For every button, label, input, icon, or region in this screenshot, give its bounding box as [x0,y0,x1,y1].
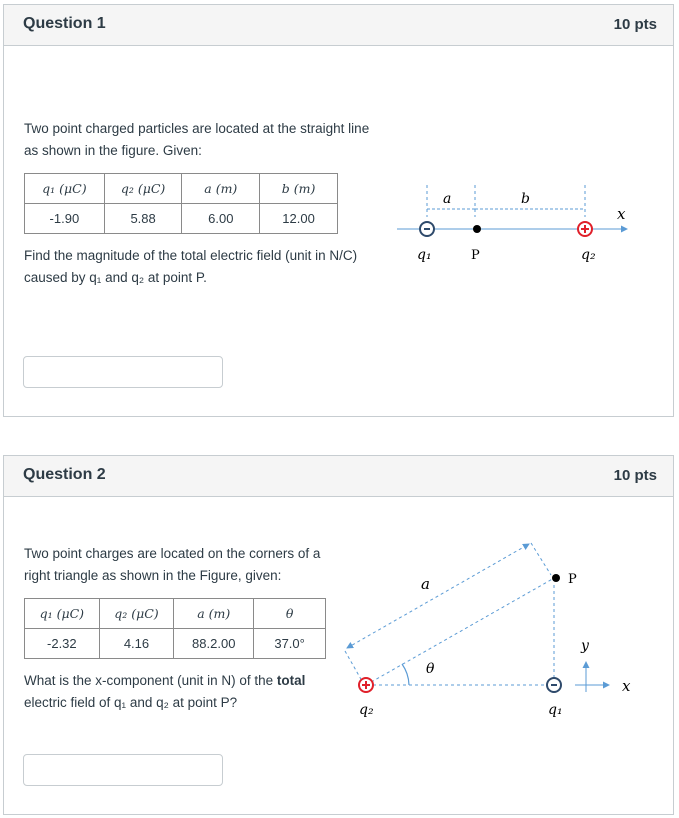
label-x: x [622,677,631,695]
label-q2: q₂ [581,247,596,263]
label-y: y [581,638,589,654]
question-2-card [3,455,674,815]
label-p: P [568,572,577,587]
table-value-q1: -2.32 [25,629,100,659]
label-b: b [521,191,530,207]
question-2-header [4,456,673,497]
dim-a [347,544,529,648]
table-header-q1: q₁ (μC) [25,599,100,629]
label-q1: q₁ [548,702,563,718]
question-2-answer-input[interactable] [23,754,223,786]
question-1-answer-input[interactable] [23,356,223,388]
label-a: a [421,575,430,593]
table-value-row [25,629,326,659]
question-1-intro: Two point charged particles are located at the straight line as shown in the figure. Given: [24,121,370,158]
question-2-points: 10 pts [613,467,657,484]
label-q1: q₁ [417,247,432,263]
point-p-dot [552,574,560,582]
question-1-points: 10 pts [613,16,657,33]
question-2-figure [329,531,649,741]
table-value-q2: 4.16 [99,629,174,659]
question-2-prompt-pre: What is the x-component (unit in N) of the [24,673,277,688]
question-1-figure [389,177,649,263]
table-value-theta: 37.0° [254,629,326,659]
table-value-row [25,204,338,234]
question-1-given-table [24,173,338,234]
hypotenuse [366,577,556,685]
dim-a-tick-right [531,543,551,575]
table-header-row [25,174,338,204]
question-2-prompt-bold: total [276,673,306,688]
question-1-header [4,5,673,46]
charge-q1-negative [420,222,434,236]
question-1-prompt: Find the magnitude of the total electric field (unit in N/C) caused by q₁ and q₂ at point P. [24,248,358,285]
charge-q2-positive [578,222,592,236]
table-header-q1: q₁ (μC) [25,174,105,204]
question-2-prompt [24,670,324,714]
table-value-b: 12.00 [260,204,338,234]
table-header-q2: q₂ (μC) [99,599,174,629]
question-2-intro: Two point charges are located on the corners of a right triangle as shown in the Figure, given: [24,546,321,583]
table-header-a: a (m) [182,174,260,204]
label-p: P [471,248,480,263]
table-value-a: 6.00 [182,204,260,234]
question-1-title: Question 1 [23,15,106,32]
table-header-a: a (m) [174,599,254,629]
question-2-given-table [24,598,326,659]
table-value-a: 88.2.00 [174,629,254,659]
label-a: a [443,191,452,207]
question-2-title: Question 2 [23,466,106,483]
table-value-q1: -1.90 [25,204,105,234]
point-p-dot [473,225,481,233]
dim-a-tick-left [345,651,362,681]
label-theta: θ [426,661,435,677]
question-2-prompt-post: electric field of q₁ and q₂ at point P? [24,695,238,710]
question-1-card [3,4,674,417]
charge-q1-negative [547,678,561,692]
table-header-b: b (m) [260,174,338,204]
theta-arc [402,664,409,685]
table-header-q2: q₂ (μC) [104,174,182,204]
charge-q2-positive [359,678,373,692]
table-header-theta: θ [254,599,326,629]
table-value-q2: 5.88 [104,204,182,234]
table-header-row [25,599,326,629]
label-x: x [617,205,626,223]
label-q2: q₂ [359,702,374,718]
